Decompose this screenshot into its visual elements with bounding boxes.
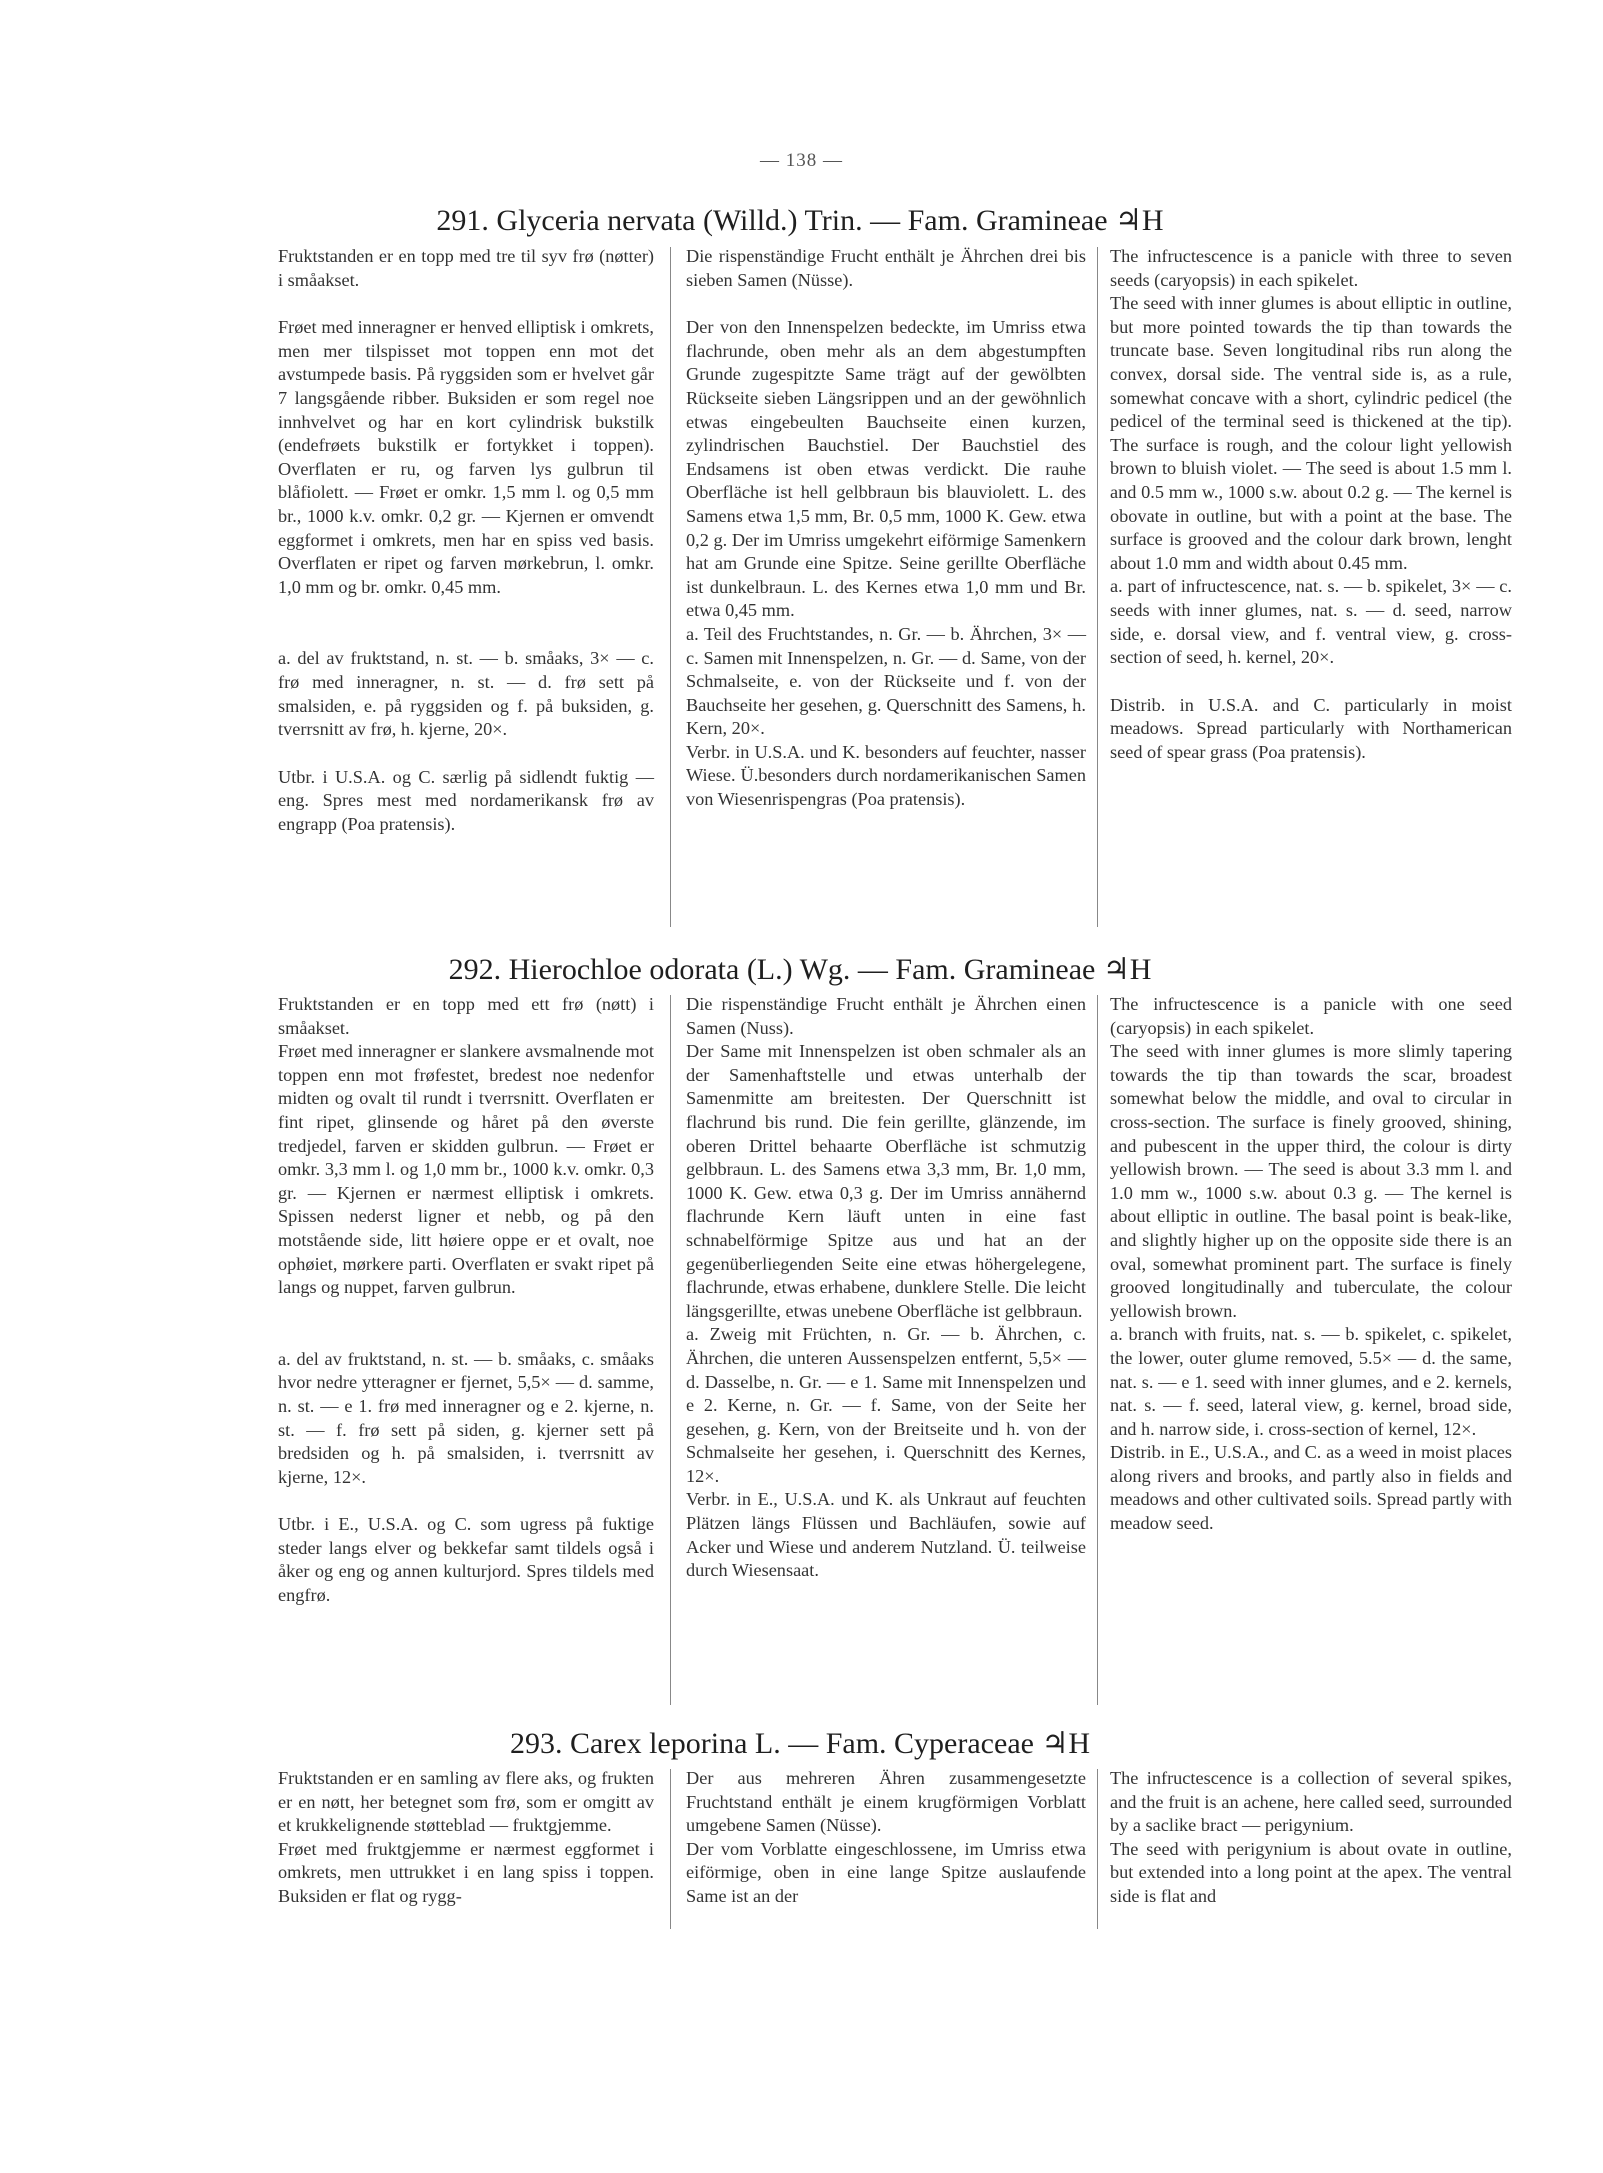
distribution-note: Distrib. in E., U.S.A., and C. as a weed in moist places along rivers and brooks, and partly also in fields and meadows and other cultivated soils. Spread partly with meadow seed. [1110, 1442, 1512, 1534]
figure-legend: a. del av fruktstand, n. st. — b. småaks, c. småaks hvor nedre ytteragner er fjernet, 5,5× — d. samme, n. st. — e 1. frø med inneragner og e 2. kjerne, n. st. — f. frø sett på siden, g. kjerner sett på bredsiden og h. på smalsiden, i. tverrsnitt av kjerne, 12×. [278, 1348, 654, 1487]
paragraph: Frøet med inneragner er slankere avsmalnende mot toppen enn mot frøfestet, bredest noe nedenfor midten og ovalt til rundt i tverrsnitt. Overflaten er fint ripet, glinsende og håret på den øverste tredjedel, farven er skidden gulbrun. — Frøet er omkr. 3,3 mm l. og 1,0 mm br., 1000 k.v. omkr. 0,3 gr. — Kjernen er nærmest elliptisk i omkrets. Spissen nederst ligner et nebb, og på den motstående side, litt høiere oppe er et ovalt, noe ophøiet, mørkere parti. Overflaten er svakt ripet på langs og nuppet, farven gulbrun. [278, 1041, 654, 1298]
column-divider [1097, 995, 1098, 1705]
english-column [1110, 245, 1512, 764]
paragraph: The infructescence is a panicle with three to seven seeds (caryopsis) in each spikelet. [1110, 246, 1512, 290]
page-number: — 138 — [760, 150, 843, 171]
paragraph: The seed with perigynium is about ovate in outline, but extended into a long point at the apex. The ventral side is flat and [1110, 1838, 1512, 1906]
norwegian-column [278, 993, 654, 1608]
figure-legend: a. part of infructescence, nat. s. — b. spikelet, 3× — c. seeds with inner glumes, nat. s. — d. seed, narrow side, e. dorsal view, and f. ventral view, g. cross-section of seed, h. kernel, 20×. [1110, 576, 1512, 668]
norwegian-column [278, 1767, 654, 1909]
paragraph: Die rispenständige Frucht enthält je Ährchen drei bis sieben Samen (Nüsse). [686, 246, 1086, 290]
paragraph: Frøet med inneragner er henved elliptisk i omkrets, men mer tilspisset mot toppen enn mot det avstumpede basis. På ryggsiden som er hvelvet går 7 langsgående ribber. Buksiden er som regel noe innhvelvet og har en kort cylindrisk bukstilk (endefrøets bukstilk er fortykket i toppen). Overflaten er ru, og farven lys gulbrun til blåfiolett. — Frøet er omkr. 1,5 mm l. og 0,5 mm br., 1000 k.v. omkr. 0,2 gr. — Kjernen er omvendt eggformet i omkrets, men har en spiss ved basis. Overflaten er ripet og farven mørkebrun, l. omkr. 1,0 mm og br. omkr. 0,45 mm. [278, 317, 654, 597]
column-divider [670, 995, 671, 1705]
paragraph: The seed with inner glumes is about elliptic in outline, but more pointed towards the tip than towards the truncate base. Seven longitudinal ribs run along the convex, dorsal side. The ventral side is, as a rule, somewhat concave with a short, cylindric pedicel (the pedicel of the terminal seed is thickened at the tip). The surface is rough, and the colour light yellowish brown to bluish violet. — The seed is about 1.5 mm l. and 0.5 mm w., 1000 s.w. about 0.2 g. — The kernel is obovate in outline, but with a point at the base. The surface is grooved and the colour dark brown, lenght about 1.0 mm and width about 0.45 mm. [1110, 293, 1512, 573]
species-title-293: 293. Carex leporina L. — Fam. Cyperaceae ♃H [509, 1727, 1091, 1760]
figure-legend: a. Zweig mit Früchten, n. Gr. — b. Ährchen, c. Ährchen, die unteren Aussenspelzen entfernt, 5,5× — d. Dasselbe, n. Gr. — e 1. Same mit Innenspelzen und e 2. Kerne, n. Gr. — f. Same, von der Seite her gesehen, g. Kern, von der Breitseite und h. von der Schmalseite her gesehen, i. Querschnitt des Kernes, 12×. [686, 1324, 1086, 1486]
paragraph: Fruktstanden er en topp med tre til syv frø (nøtter) i småakset. [278, 246, 654, 290]
species-title-292: 292. Hierochloe odorata (L.) Wg. — Fam. Gramineae ♃H [448, 953, 1152, 986]
figure-legend: a. Teil des Fruchtstandes, n. Gr. — b. Ährchen, 3× — c. Samen mit Innenspelzen, n. Gr. — d. Same, von der Schmalseite, e. von der Rückseite und f. von der Bauchseite her gesehen, g. Querschnitt des Samens, h. Kern, 20×. [686, 623, 1086, 739]
paragraph: Fruktstanden er en topp med ett frø (nøtt) i småakset. [278, 994, 654, 1038]
german-column [686, 245, 1086, 812]
column-divider [1097, 247, 1098, 927]
paragraph: Der Same mit Innenspelzen ist oben schmaler als an der Samenhaftstelle und etwas unterhalb der Samenmitte am breitesten. Der Querschnitt ist flachrund bis rund. Die fein gerillte, glänzende, im oberen Drittel behaarte Oberfläche ist schmutzig gelbbraun. L. des Samens etwa 3,3 mm, Br. 1,0 mm, 1000 K. Gew. etwa 0,3 g. Der im Umriss annähernd flachrunde Kern läuft unten in eine fast schnabelförmige Spitze aus und hat an der gegenüberliegenden Seite eine etwas höhergelegene, flachrunde, etwas erhabene, dunklere Stelle. Die leicht längsgerillte, etwas unebene Oberfläche ist gelbbraun. [686, 1041, 1086, 1321]
paragraph: Frøet med fruktgjemme er nærmest eggformet i omkrets, men uttrukket i en lang spiss i toppen. Buksiden er flat og rygg- [278, 1838, 654, 1906]
distribution-note: Verbr. in E., U.S.A. und K. als Unkraut auf feuchten Plätzen längs Flüssen und Bachläufen, sowie auf Acker und Wiese und anderem Nutzland. Ü. teilweise durch Wiesensaat. [686, 1489, 1086, 1581]
paragraph: The seed with inner glumes is more slimly tapering towards the tip than towards the scar, broadest somewhat below the middle, and oval to circular in cross-section. The surface is finely grooved, shining, and pubescent in the upper third, the colour is dirty yellowish brown. — The seed is about 3.3 mm l. and 1.0 mm w., 1000 s.w. about 0.3 g. — The kernel is about elliptic in outline. The basal point is beak-like, and slightly higher up on the opposite side there is an oval, somewhat prominent part. The surface is finely grooved longitudinally and tuberculate, the colour yellowish brown. [1110, 1041, 1512, 1321]
paragraph: The infructescence is a panicle with one seed (caryopsis) in each spikelet. [1110, 994, 1512, 1038]
english-column [1110, 1767, 1512, 1909]
english-column [1110, 993, 1512, 1536]
paragraph: The infructescence is a collection of several spikes, and the fruit is an achene, here called seed, surrounded by a saclike bract — perigynium. [1110, 1768, 1512, 1836]
distribution-note: Distrib. in U.S.A. and C. particularly in moist meadows. Spread particularly with Northamerican seed of spear grass (Poa pratensis). [1110, 694, 1512, 762]
column-divider [1097, 1769, 1098, 1929]
species-title-291: 291. Glyceria nervata (Willd.) Trin. — Fam. Gramineae ♃H [436, 204, 1164, 237]
paragraph: Fruktstanden er en samling av flere aks, og frukten er en nøtt, her betegnet som frø, som er omgitt av et krukkelignende støtteblad — fruktgjemme. [278, 1768, 654, 1836]
german-column [686, 1767, 1086, 1909]
paragraph: Der aus mehreren Ähren zusammengesetzte Fruchtstand enthält je einem krugförmigen Vorblatt umgebene Samen (Nüsse). [686, 1768, 1086, 1836]
paragraph: Die rispenständige Frucht enthält je Ährchen einen Samen (Nuss). [686, 994, 1086, 1038]
paragraph: Der vom Vorblatte eingeschlossene, im Umriss etwa eiförmige, oben in eine lange Spitze auslaufende Same ist an der [686, 1838, 1086, 1906]
norwegian-column [278, 245, 654, 836]
german-column [686, 993, 1086, 1583]
figure-legend: a. del av fruktstand, n. st. — b. småaks, 3× — c. frø med inneragner, n. st. — d. frø sett på smalsiden, e. på ryggsiden og f. på buksiden, g. tverrsnitt av frø, h. kjerne, 20×. [278, 648, 654, 740]
distribution-note: Utbr. i E., U.S.A. og C. som ugress på fuktige steder langs elver og bekkefar samt tildels også i åker og eng og annen kulturjord. Spres tildels med engfrø. [278, 1514, 654, 1606]
distribution-note: Utbr. i U.S.A. og C. særlig på sidlendt fuktig — eng. Spres mest med nordamerikansk frø av engrapp (Poa pratensis). [278, 766, 654, 834]
column-divider [670, 1769, 671, 1929]
column-divider [670, 247, 671, 927]
figure-legend: a. branch with fruits, nat. s. — b. spikelet, c. spikelet, the lower, outer glume removed, 5.5× — d. the same, nat. s. — e 1. seed with inner glumes, and e 2. kernels, nat. s. — f. seed, lateral view, g. kernel, broad side, and h. narrow side, i. cross-section of kernel, 12×. [1110, 1324, 1512, 1439]
paragraph: Der von den Innenspelzen bedeckte, im Umriss etwa flachrunde, oben mehr als an dem abgestumpften Grunde zugespitzte Same trägt auf der gewölbten Rückseite sieben Längsrippen und an der gewöhnlich etwas eingebeulten Bauchseite einen kurzen, zylindrischen Bauchstiel. Der Bauchstiel des Endsamens ist oben etwas verdickt. Die rauhe Oberfläche ist hell gelbbraun bis blauviolett. L. des Samens etwa 1,5 mm, Br. 0,5 mm, 1000 K. Gew. etwa 0,2 g. Der im Umriss umgekehrt eiförmige Samenkern hat am Grunde eine Spitze. Seine gerillte Oberfläche ist dunkelbraun. L. des Kernes etwa 1,0 mm und Br. etwa 0,45 mm. [686, 317, 1086, 621]
distribution-note: Verbr. in U.S.A. und K. besonders auf feuchter, nasser Wiese. Ü.besonders durch nordamerikanischen Samen von Wiesenrispengras (Poa pratensis). [686, 741, 1086, 810]
